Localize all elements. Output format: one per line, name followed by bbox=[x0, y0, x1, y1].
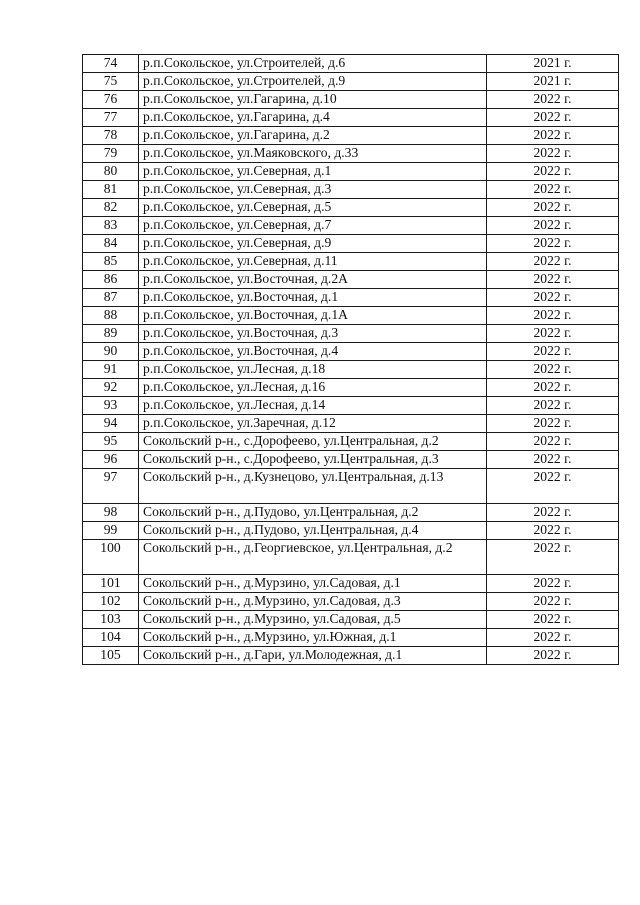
table-row bbox=[83, 199, 619, 217]
address-table bbox=[82, 54, 619, 665]
table-row bbox=[83, 325, 619, 343]
table-row bbox=[83, 235, 619, 253]
row-number-cell: 74 bbox=[83, 55, 139, 73]
table-row bbox=[83, 217, 619, 235]
row-number-cell: 99 bbox=[83, 522, 139, 540]
row-number-cell: 100 bbox=[83, 540, 139, 575]
table-row bbox=[83, 647, 619, 665]
table-row bbox=[83, 307, 619, 325]
row-number-cell: 82 bbox=[83, 199, 139, 217]
address-cell: р.п.Сокольское, ул.Восточная, д.1 bbox=[139, 289, 487, 307]
address-cell: р.п.Сокольское, ул.Гагарина, д.10 bbox=[139, 91, 487, 109]
year-cell: 2021 г. bbox=[487, 73, 619, 91]
table-row bbox=[83, 181, 619, 199]
table-row bbox=[83, 397, 619, 415]
table-row bbox=[83, 253, 619, 271]
row-number-cell: 104 bbox=[83, 629, 139, 647]
table-row bbox=[83, 540, 619, 575]
table-row bbox=[83, 361, 619, 379]
address-cell: р.п.Сокольское, ул.Гагарина, д.4 bbox=[139, 109, 487, 127]
row-number-cell: 90 bbox=[83, 343, 139, 361]
year-cell: 2022 г. bbox=[487, 469, 619, 504]
year-cell: 2022 г. bbox=[487, 307, 619, 325]
address-cell: р.п.Сокольское, ул.Восточная, д.4 bbox=[139, 343, 487, 361]
address-cell: Сокольский р-н., д.Мурзино, ул.Садовая, д.3 bbox=[139, 593, 487, 611]
address-cell: р.п.Сокольское, ул.Северная, д.7 bbox=[139, 217, 487, 235]
address-cell: р.п.Сокольское, ул.Восточная, д.1А bbox=[139, 307, 487, 325]
address-cell: Сокольский р-н., д.Кузнецово, ул.Центральная, д.13 bbox=[139, 469, 487, 504]
year-cell: 2022 г. bbox=[487, 127, 619, 145]
year-cell: 2022 г. bbox=[487, 343, 619, 361]
address-cell: р.п.Сокольское, ул.Лесная, д.16 bbox=[139, 379, 487, 397]
row-number-cell: 92 bbox=[83, 379, 139, 397]
table-row bbox=[83, 73, 619, 91]
year-cell: 2022 г. bbox=[487, 451, 619, 469]
year-cell: 2022 г. bbox=[487, 575, 619, 593]
year-cell: 2022 г. bbox=[487, 289, 619, 307]
address-cell: р.п.Сокольское, ул.Лесная, д.18 bbox=[139, 361, 487, 379]
table-row bbox=[83, 145, 619, 163]
row-number-cell: 98 bbox=[83, 504, 139, 522]
row-number-cell: 75 bbox=[83, 73, 139, 91]
row-number-cell: 83 bbox=[83, 217, 139, 235]
table-row bbox=[83, 91, 619, 109]
row-number-cell: 78 bbox=[83, 127, 139, 145]
year-cell: 2022 г. bbox=[487, 361, 619, 379]
table-row bbox=[83, 55, 619, 73]
row-number-cell: 81 bbox=[83, 181, 139, 199]
row-number-cell: 105 bbox=[83, 647, 139, 665]
year-cell: 2022 г. bbox=[487, 415, 619, 433]
address-cell: Сокольский р-н., д.Пудово, ул.Центральная, д.2 bbox=[139, 504, 487, 522]
row-number-cell: 94 bbox=[83, 415, 139, 433]
year-cell: 2022 г. bbox=[487, 540, 619, 575]
year-cell: 2022 г. bbox=[487, 433, 619, 451]
address-cell: р.п.Сокольское, ул.Северная, д.9 bbox=[139, 235, 487, 253]
row-number-cell: 97 bbox=[83, 469, 139, 504]
row-number-cell: 96 bbox=[83, 451, 139, 469]
row-number-cell: 95 bbox=[83, 433, 139, 451]
table-row bbox=[83, 379, 619, 397]
address-cell: р.п.Сокольское, ул.Восточная, д.2А bbox=[139, 271, 487, 289]
row-number-cell: 101 bbox=[83, 575, 139, 593]
row-number-cell: 89 bbox=[83, 325, 139, 343]
table-row bbox=[83, 504, 619, 522]
year-cell: 2021 г. bbox=[487, 55, 619, 73]
table-row bbox=[83, 343, 619, 361]
year-cell: 2022 г. bbox=[487, 163, 619, 181]
table-row bbox=[83, 593, 619, 611]
address-cell: р.п.Сокольское, ул.Гагарина, д.2 bbox=[139, 127, 487, 145]
year-cell: 2022 г. bbox=[487, 325, 619, 343]
address-cell: р.п.Сокольское, ул.Заречная, д.12 bbox=[139, 415, 487, 433]
address-cell: Сокольский р-н., с.Дорофеево, ул.Центральная, д.3 bbox=[139, 451, 487, 469]
address-cell: р.п.Сокольское, ул.Северная, д.1 bbox=[139, 163, 487, 181]
year-cell: 2022 г. bbox=[487, 181, 619, 199]
year-cell: 2022 г. bbox=[487, 647, 619, 665]
year-cell: 2022 г. bbox=[487, 611, 619, 629]
row-number-cell: 85 bbox=[83, 253, 139, 271]
year-cell: 2022 г. bbox=[487, 271, 619, 289]
year-cell: 2022 г. bbox=[487, 145, 619, 163]
row-number-cell: 86 bbox=[83, 271, 139, 289]
address-cell: Сокольский р-н., д.Мурзино, ул.Садовая, д.1 bbox=[139, 575, 487, 593]
year-cell: 2022 г. bbox=[487, 522, 619, 540]
address-cell: Сокольский р-н., д.Гари, ул.Молодежная, д.1 bbox=[139, 647, 487, 665]
year-cell: 2022 г. bbox=[487, 199, 619, 217]
address-cell: Сокольский р-н., д.Мурзино, ул.Садовая, д.5 bbox=[139, 611, 487, 629]
year-cell: 2022 г. bbox=[487, 629, 619, 647]
table-row bbox=[83, 575, 619, 593]
table-row bbox=[83, 271, 619, 289]
year-cell: 2022 г. bbox=[487, 235, 619, 253]
row-number-cell: 87 bbox=[83, 289, 139, 307]
row-number-cell: 77 bbox=[83, 109, 139, 127]
table-row bbox=[83, 451, 619, 469]
table-row bbox=[83, 289, 619, 307]
row-number-cell: 93 bbox=[83, 397, 139, 415]
year-cell: 2022 г. bbox=[487, 253, 619, 271]
row-number-cell: 102 bbox=[83, 593, 139, 611]
address-table-body bbox=[83, 55, 619, 665]
row-number-cell: 79 bbox=[83, 145, 139, 163]
address-cell: Сокольский р-н., д.Пудово, ул.Центральная, д.4 bbox=[139, 522, 487, 540]
table-row bbox=[83, 522, 619, 540]
address-cell: р.п.Сокольское, ул.Северная, д.11 bbox=[139, 253, 487, 271]
address-cell: р.п.Сокольское, ул.Строителей, д.6 bbox=[139, 55, 487, 73]
table-row bbox=[83, 629, 619, 647]
year-cell: 2022 г. bbox=[487, 379, 619, 397]
table-row bbox=[83, 127, 619, 145]
year-cell: 2022 г. bbox=[487, 91, 619, 109]
year-cell: 2022 г. bbox=[487, 217, 619, 235]
address-cell: р.п.Сокольское, ул.Северная, д.5 bbox=[139, 199, 487, 217]
row-number-cell: 84 bbox=[83, 235, 139, 253]
address-cell: р.п.Сокольское, ул.Северная, д.3 bbox=[139, 181, 487, 199]
table-row bbox=[83, 415, 619, 433]
address-cell: р.п.Сокольское, ул.Лесная, д.14 bbox=[139, 397, 487, 415]
table-row bbox=[83, 611, 619, 629]
table-row bbox=[83, 163, 619, 181]
address-cell: р.п.Сокольское, ул.Маяковского, д.33 bbox=[139, 145, 487, 163]
row-number-cell: 103 bbox=[83, 611, 139, 629]
row-number-cell: 80 bbox=[83, 163, 139, 181]
year-cell: 2022 г. bbox=[487, 504, 619, 522]
table-row bbox=[83, 109, 619, 127]
row-number-cell: 88 bbox=[83, 307, 139, 325]
table-row bbox=[83, 469, 619, 504]
address-cell: Сокольский р-н., д.Мурзино, ул.Южная, д.1 bbox=[139, 629, 487, 647]
table-row bbox=[83, 433, 619, 451]
year-cell: 2022 г. bbox=[487, 593, 619, 611]
year-cell: 2022 г. bbox=[487, 109, 619, 127]
year-cell: 2022 г. bbox=[487, 397, 619, 415]
address-cell: Сокольский р-н., с.Дорофеево, ул.Центральная, д.2 bbox=[139, 433, 487, 451]
address-cell: Сокольский р-н., д.Георгиевское, ул.Центральная, д.2 bbox=[139, 540, 487, 575]
address-cell: р.п.Сокольское, ул.Строителей, д.9 bbox=[139, 73, 487, 91]
row-number-cell: 91 bbox=[83, 361, 139, 379]
row-number-cell: 76 bbox=[83, 91, 139, 109]
address-cell: р.п.Сокольское, ул.Восточная, д.3 bbox=[139, 325, 487, 343]
